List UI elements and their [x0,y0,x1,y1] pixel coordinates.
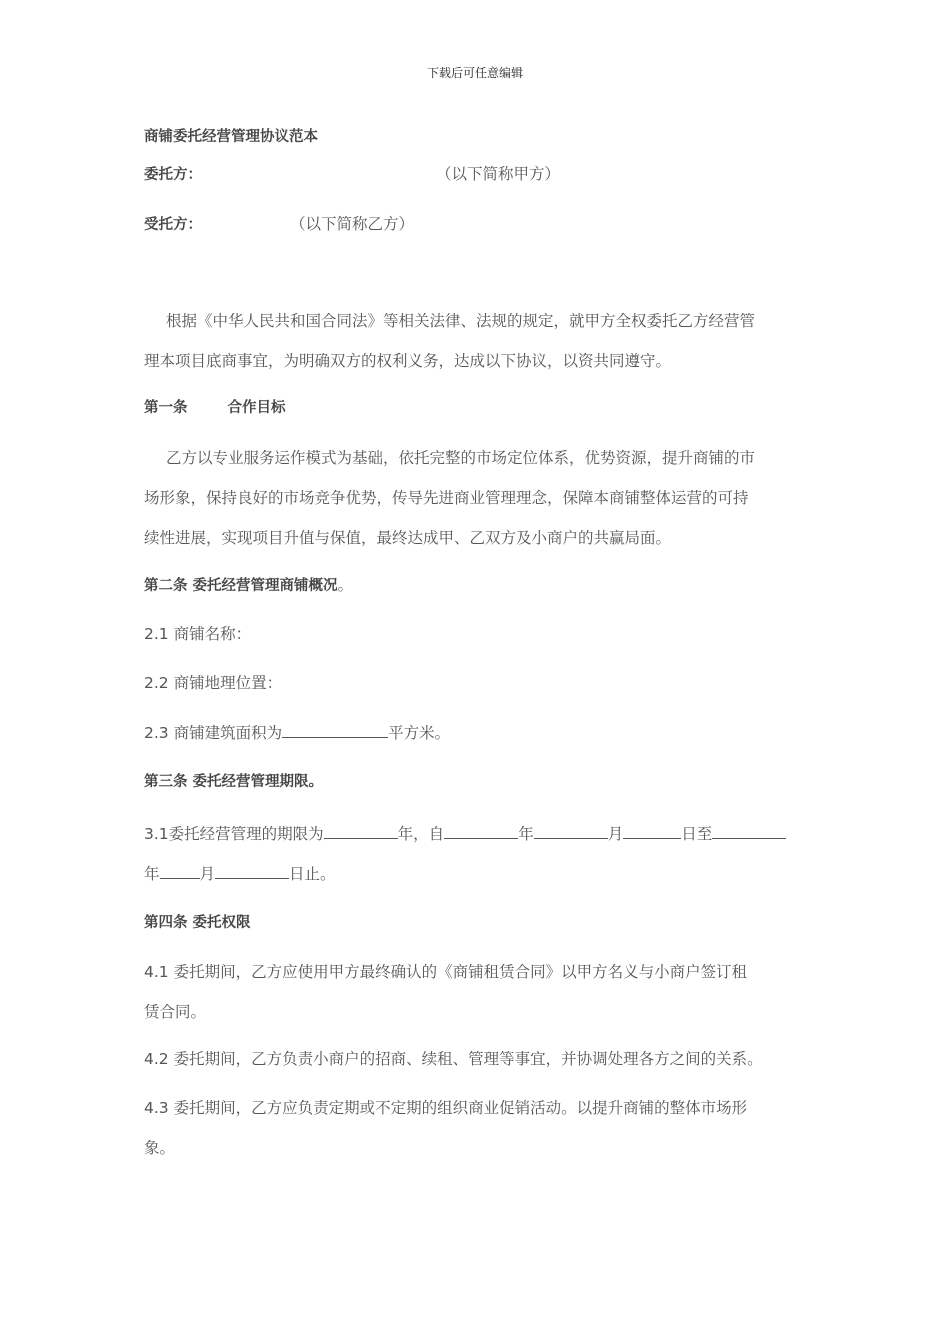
end-year-blank [712,823,786,839]
start-day-blank [623,823,681,839]
article-1-title: 合作目标 [227,400,286,416]
year-from-text: 年，自 [397,825,445,843]
article-1-line-2: 场形象，保持良好的市场竞争优势，传导先进商业管理理念，保障本商铺整体运营的可持 [144,489,749,507]
item-4-2 [144,1049,763,1069]
end-day-blank [215,863,289,879]
item-2-3-unit: 平方米。 [388,724,451,742]
article-1-number: 第一条 [144,400,188,416]
item-2-3-text: 商铺建筑面积为 [173,724,283,742]
item-4-3-text: 委托期间，乙方应负责定期或不定期的组织商业促销活动。以提升商铺的整体市场形 [173,1099,748,1117]
item-2-1-number: 2.1 [144,625,169,643]
term-text: 委托经营管理的期限为 [168,825,324,843]
article-1-heading [144,398,286,418]
item-2-1 [144,624,251,644]
item-4-1-number: 4.1 [144,963,169,981]
document-title: 商铺委托经营管理协议范本 [144,129,318,145]
party-b-note: （以下简称乙方） [290,215,415,233]
item-4-3-line-1 [144,1098,747,1118]
item-4-2-number: 4.2 [144,1050,169,1068]
item-4-1-line-2: 赁合同。 [144,1003,207,1021]
end-month-char: 月 [199,865,216,883]
item-3-1-line-1 [144,823,786,844]
item-4-1-text: 委托期间，乙方应使用甲方最终确认的《商铺租赁合同》以甲方名义与小商户签订租 [173,963,748,981]
end-month-blank [160,863,200,879]
party-a-note: （以下简称甲方） [436,165,561,183]
month-char: 月 [607,825,624,843]
start-month-blank [534,823,608,839]
item-3-1-line-2 [144,863,336,884]
item-4-3-line-2: 象。 [144,1139,176,1157]
intro-line-2: 理本项目底商事宜，为明确双方的权利义务，达成以下协议，以资共同遵守。 [144,352,672,370]
item-2-2 [144,673,282,693]
item-4-3-number: 4.3 [144,1099,169,1117]
article-2-heading [144,575,353,596]
article-2-period: 。 [337,576,354,594]
term-years-blank [324,823,398,839]
item-4-2-text: 委托期间，乙方负责小商户的招商、续租、管理等事宜，并协调处理各方之间的关系。 [173,1050,763,1068]
party-b-label: 受托方： [144,217,202,233]
area-blank [282,722,388,738]
article-2-title: 第二条 委托经营管理商铺概况 [144,578,338,594]
party-b-line [144,214,415,235]
item-2-2-number: 2.2 [144,674,169,692]
item-2-3-number: 2.3 [144,724,169,742]
item-2-1-text: 商铺名称： [173,625,252,643]
article-1-line-3: 续性进展，实现项目升值与保值，最终达成甲、乙双方及小商户的共赢局面。 [144,529,672,547]
start-year-blank [444,823,518,839]
party-a-label: 委托方： [144,167,202,183]
item-2-2-text: 商铺地理位置： [173,674,283,692]
party-a-line [144,164,561,185]
intro-line-1: 根据《中华人民共和国合同法》等相关法律、法规的规定，就甲方全权委托乙方经营管 [166,312,756,330]
article-3-heading: 第三条 委托经营管理期限。 [144,774,324,790]
year-char: 年 [518,825,534,843]
article-1-line-1: 乙方以专业服务运作模式为基础，依托完整的市场定位体系，优势资源，提升商铺的市 [166,449,756,467]
article-4-heading: 第四条 委托权限 [144,915,251,931]
page-header: 下载后可任意编辑 [426,66,523,80]
item-3-1-number: 3.1 [144,825,169,843]
end-year-char: 年 [144,865,160,883]
item-2-3 [144,722,450,743]
day-to-text: 日至 [681,825,713,843]
item-4-1-line-1 [144,962,747,982]
end-text: 日止。 [289,865,336,883]
